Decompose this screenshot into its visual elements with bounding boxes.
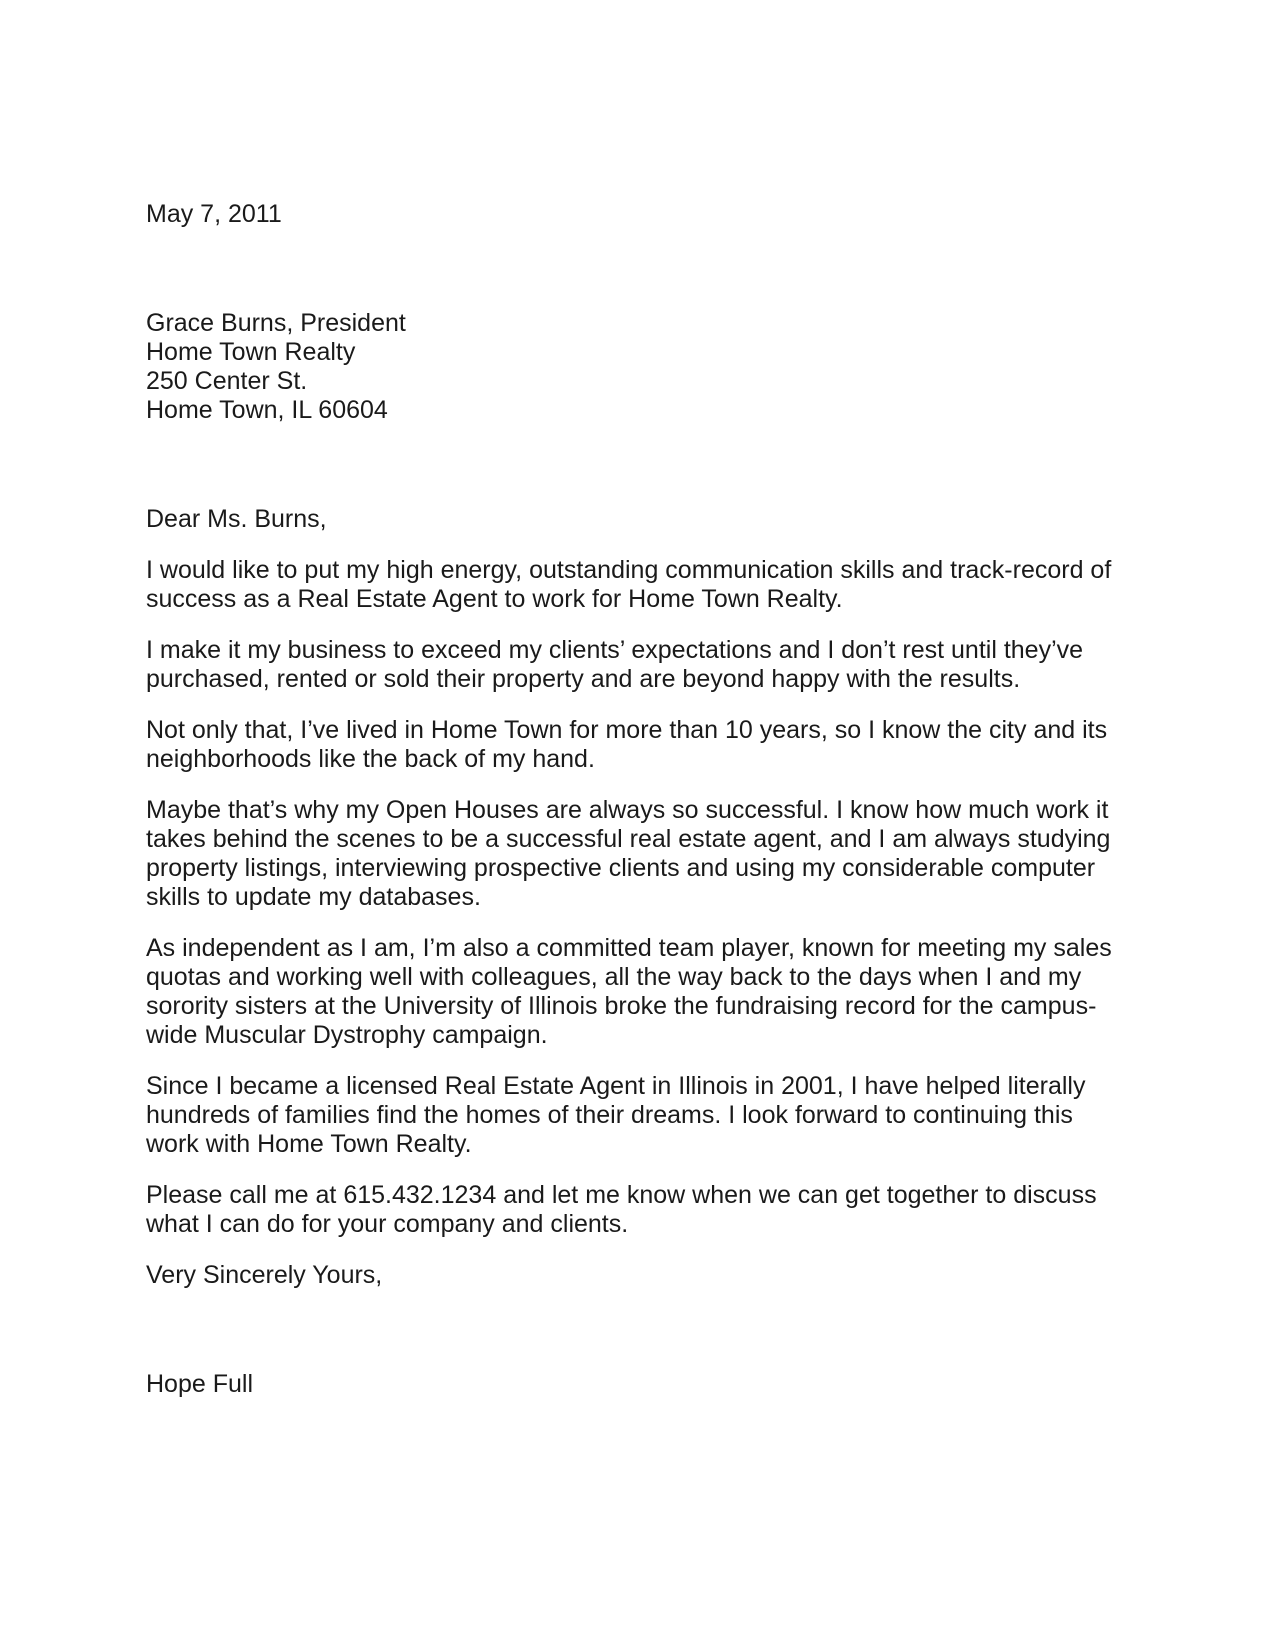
complimentary-closing: Very Sincerely Yours,: [146, 1261, 383, 1289]
letter-paragraph-5: As independent as I am, I’m also a committed team player, known for meeting my sales quotas and working well with colleagues, all the way back to the days when I and my sorority sisters at the University of Illinois broke the fundraising record for the campus-wide Muscular Dystrophy campaign.: [146, 934, 1112, 1049]
recipient-street: 250 Center St.: [146, 367, 308, 395]
letter-body: [146, 200, 1121, 1399]
letter-paragraph-1: I would like to put my high energy, outstanding communication skills and track-record of success as a Real Estate Agent to work for Home Town Realty.: [146, 556, 1112, 613]
letter-paragraph-2: I make it my business to exceed my clients’ expectations and I don’t rest until they’ve purchased, rented or sold their property and are beyond happy with the results.: [146, 636, 1084, 693]
recipient-name-title: Grace Burns, President: [146, 309, 406, 337]
letter-date: May 7, 2011: [146, 200, 282, 228]
signature-name: Hope Full: [146, 1370, 253, 1398]
recipient-company: Home Town Realty: [146, 338, 356, 366]
letter-paragraph-6: Since I became a licensed Real Estate Agent in Illinois in 2001, I have helped literally hundreds of families find the homes of their dreams. I look forward to continuing this work with Home Town Realty.: [146, 1072, 1086, 1158]
letter-paragraph-7: Please call me at 615.432.1234 and let me know when we can get together to discuss what I can do for your company and clients.: [146, 1181, 1097, 1238]
recipient-city-state-zip: Home Town, IL 60604: [146, 396, 388, 424]
letter-paragraph-3: Not only that, I’ve lived in Home Town for more than 10 years, so I know the city and its neighborhoods like the back of my hand.: [146, 716, 1108, 773]
letter-paragraph-4: Maybe that’s why my Open Houses are always so successful. I know how much work it takes behind the scenes to be a successful real estate agent, and I am always studying property listings, interviewing prospective clients and using my considerable computer skills to update my databases.: [146, 796, 1111, 911]
recipient-address-block: [146, 309, 1121, 425]
salutation: Dear Ms. Burns,: [146, 505, 327, 533]
